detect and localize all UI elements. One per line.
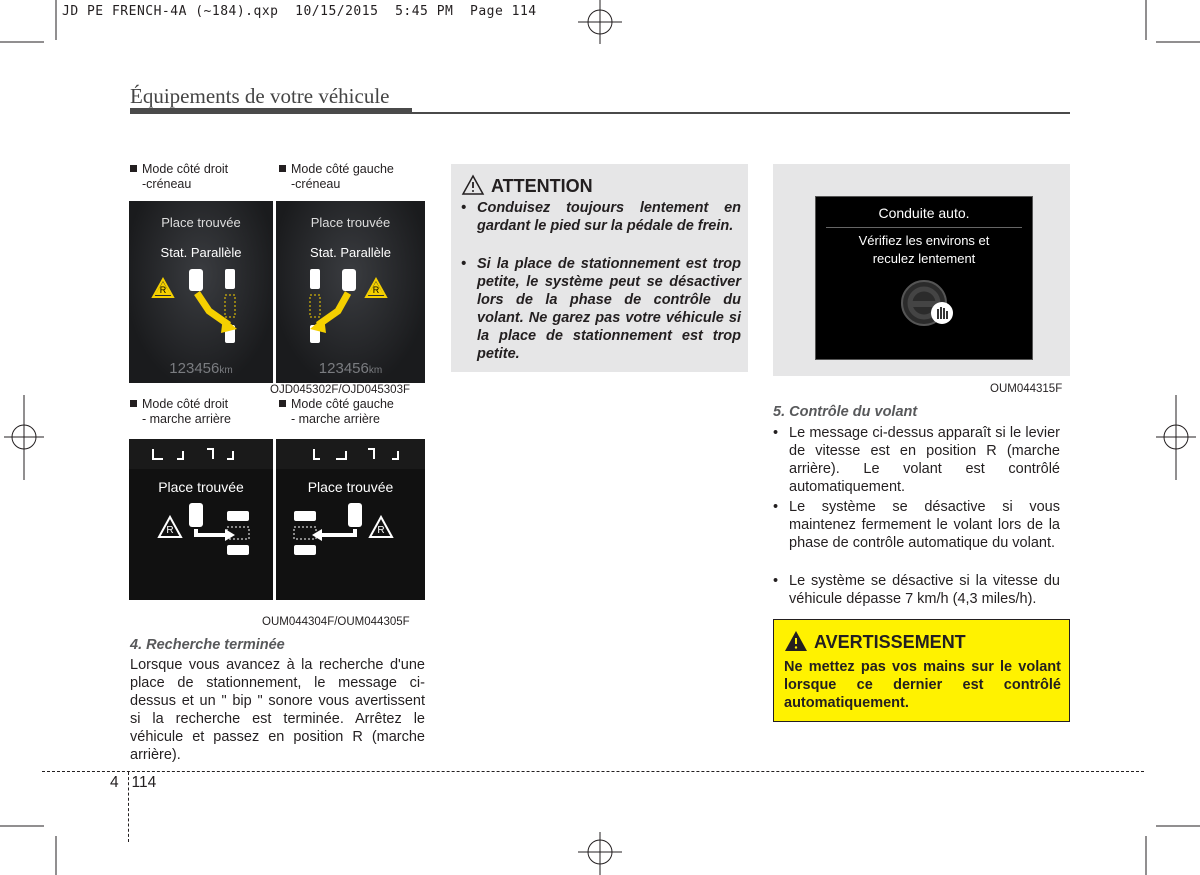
svg-text:R: R [377,525,385,536]
warning-triangle-icon [461,174,485,196]
figure-caption-right-parallel: Mode côté droit -créneau [130,162,228,192]
svg-text:R: R [159,285,167,295]
parking-step-icons [129,439,273,469]
parking-step-icons [276,439,425,469]
parking-diagram-icon [129,263,273,353]
parking-diagram-icon [276,263,425,353]
attention-box [451,164,748,372]
figure-ref-bottom: OUM044304F/OUM044305F [262,616,410,628]
svg-text:R: R [372,285,380,295]
odometer: 123456km [169,360,233,377]
page-number: 4 114 [110,774,157,791]
cluster-screen-right-reverse: Place trouvée R [129,439,273,600]
header-bar [130,108,412,114]
attention-item: • Conduisez toujours lentement en gardant le pied sur la pédale de frein. [461,200,741,234]
svg-text:R: R [166,525,174,536]
figure-panel-auto-steering [773,164,1070,376]
section-5-bullet: • Le système se désactive si vous maintenez fermement le volant lors de la phase de contrôle automatique du volant. [773,499,1060,551]
attention-title: ATTENTION [491,176,593,196]
cluster-screen-left-reverse: Place trouvée R [276,439,425,600]
figure-caption-left-parallel: Mode côté gauche -créneau [279,162,394,192]
figure-ref-top: OJD045302F/OJD045303F [270,384,410,396]
page-header-title: Équipements de votre véhicule [130,84,390,108]
figure-ref-right: OUM044315F [990,383,1063,395]
attention-item: • Si la place de stationnement est trop petite, le système peut se désactiver lors de la phase de contrôle du volant. Ne garez pas votre véhicule si la place de stationnement est trop petite. [461,256,741,362]
steering-wheel-hand-icon [896,277,960,331]
reverse-diagram-icon [276,499,425,599]
cluster-message-screen: Conduite auto. Vérifiez les environs et reculez lentement [815,196,1033,360]
warning-box [773,619,1070,722]
warning-body: Ne mettez pas vos mains sur le volant lorsque ce dernier est contrôlé automatiquement. [784,659,1061,711]
footer-rule [42,771,1144,772]
warning-triangle-icon [784,630,808,652]
reverse-diagram-icon [129,499,273,599]
header-rule [412,112,1070,114]
print-slug: JD PE FRENCH-4A (~184).qxp 10/15/2015 5:45 PM Page 114 [62,4,537,19]
odometer: 123456km [318,360,383,377]
section-5-bullet: • Le message ci-dessus apparaît si le levier de vitesse est en position R (marche arrière). Le volant est contrôlé automatiquement. [773,425,1060,495]
cluster-screen-right-parallel: Place trouvée Stat. Parallèle R 123456km [129,201,273,383]
section-5-bullet: • Le système se désactive si la vitesse du véhicule dépasse 7 km/h (4,3 miles/h). [773,573,1060,607]
figure-caption-right-reverse: Mode côté droit - marche arrière [130,397,231,427]
section-body-4: Lorsque vous avancez à la recherche d'une place de stationnement, le message ci-dessus et un " bip " sonore vous avertissent si la recherche est terminée. Arrêtez le véhicule et passez en position R (marche arrière). [130,657,425,763]
warning-title: AVERTISSEMENT [814,632,966,652]
section-title-4: 4. Recherche terminée [130,637,285,653]
section-title-5: 5. Contrôle du volant [773,404,918,420]
figure-caption-left-reverse: Mode côté gauche - marche arrière [279,397,394,427]
cluster-screen-left-parallel: Place trouvée Stat. Parallèle R 123456km [276,201,425,383]
